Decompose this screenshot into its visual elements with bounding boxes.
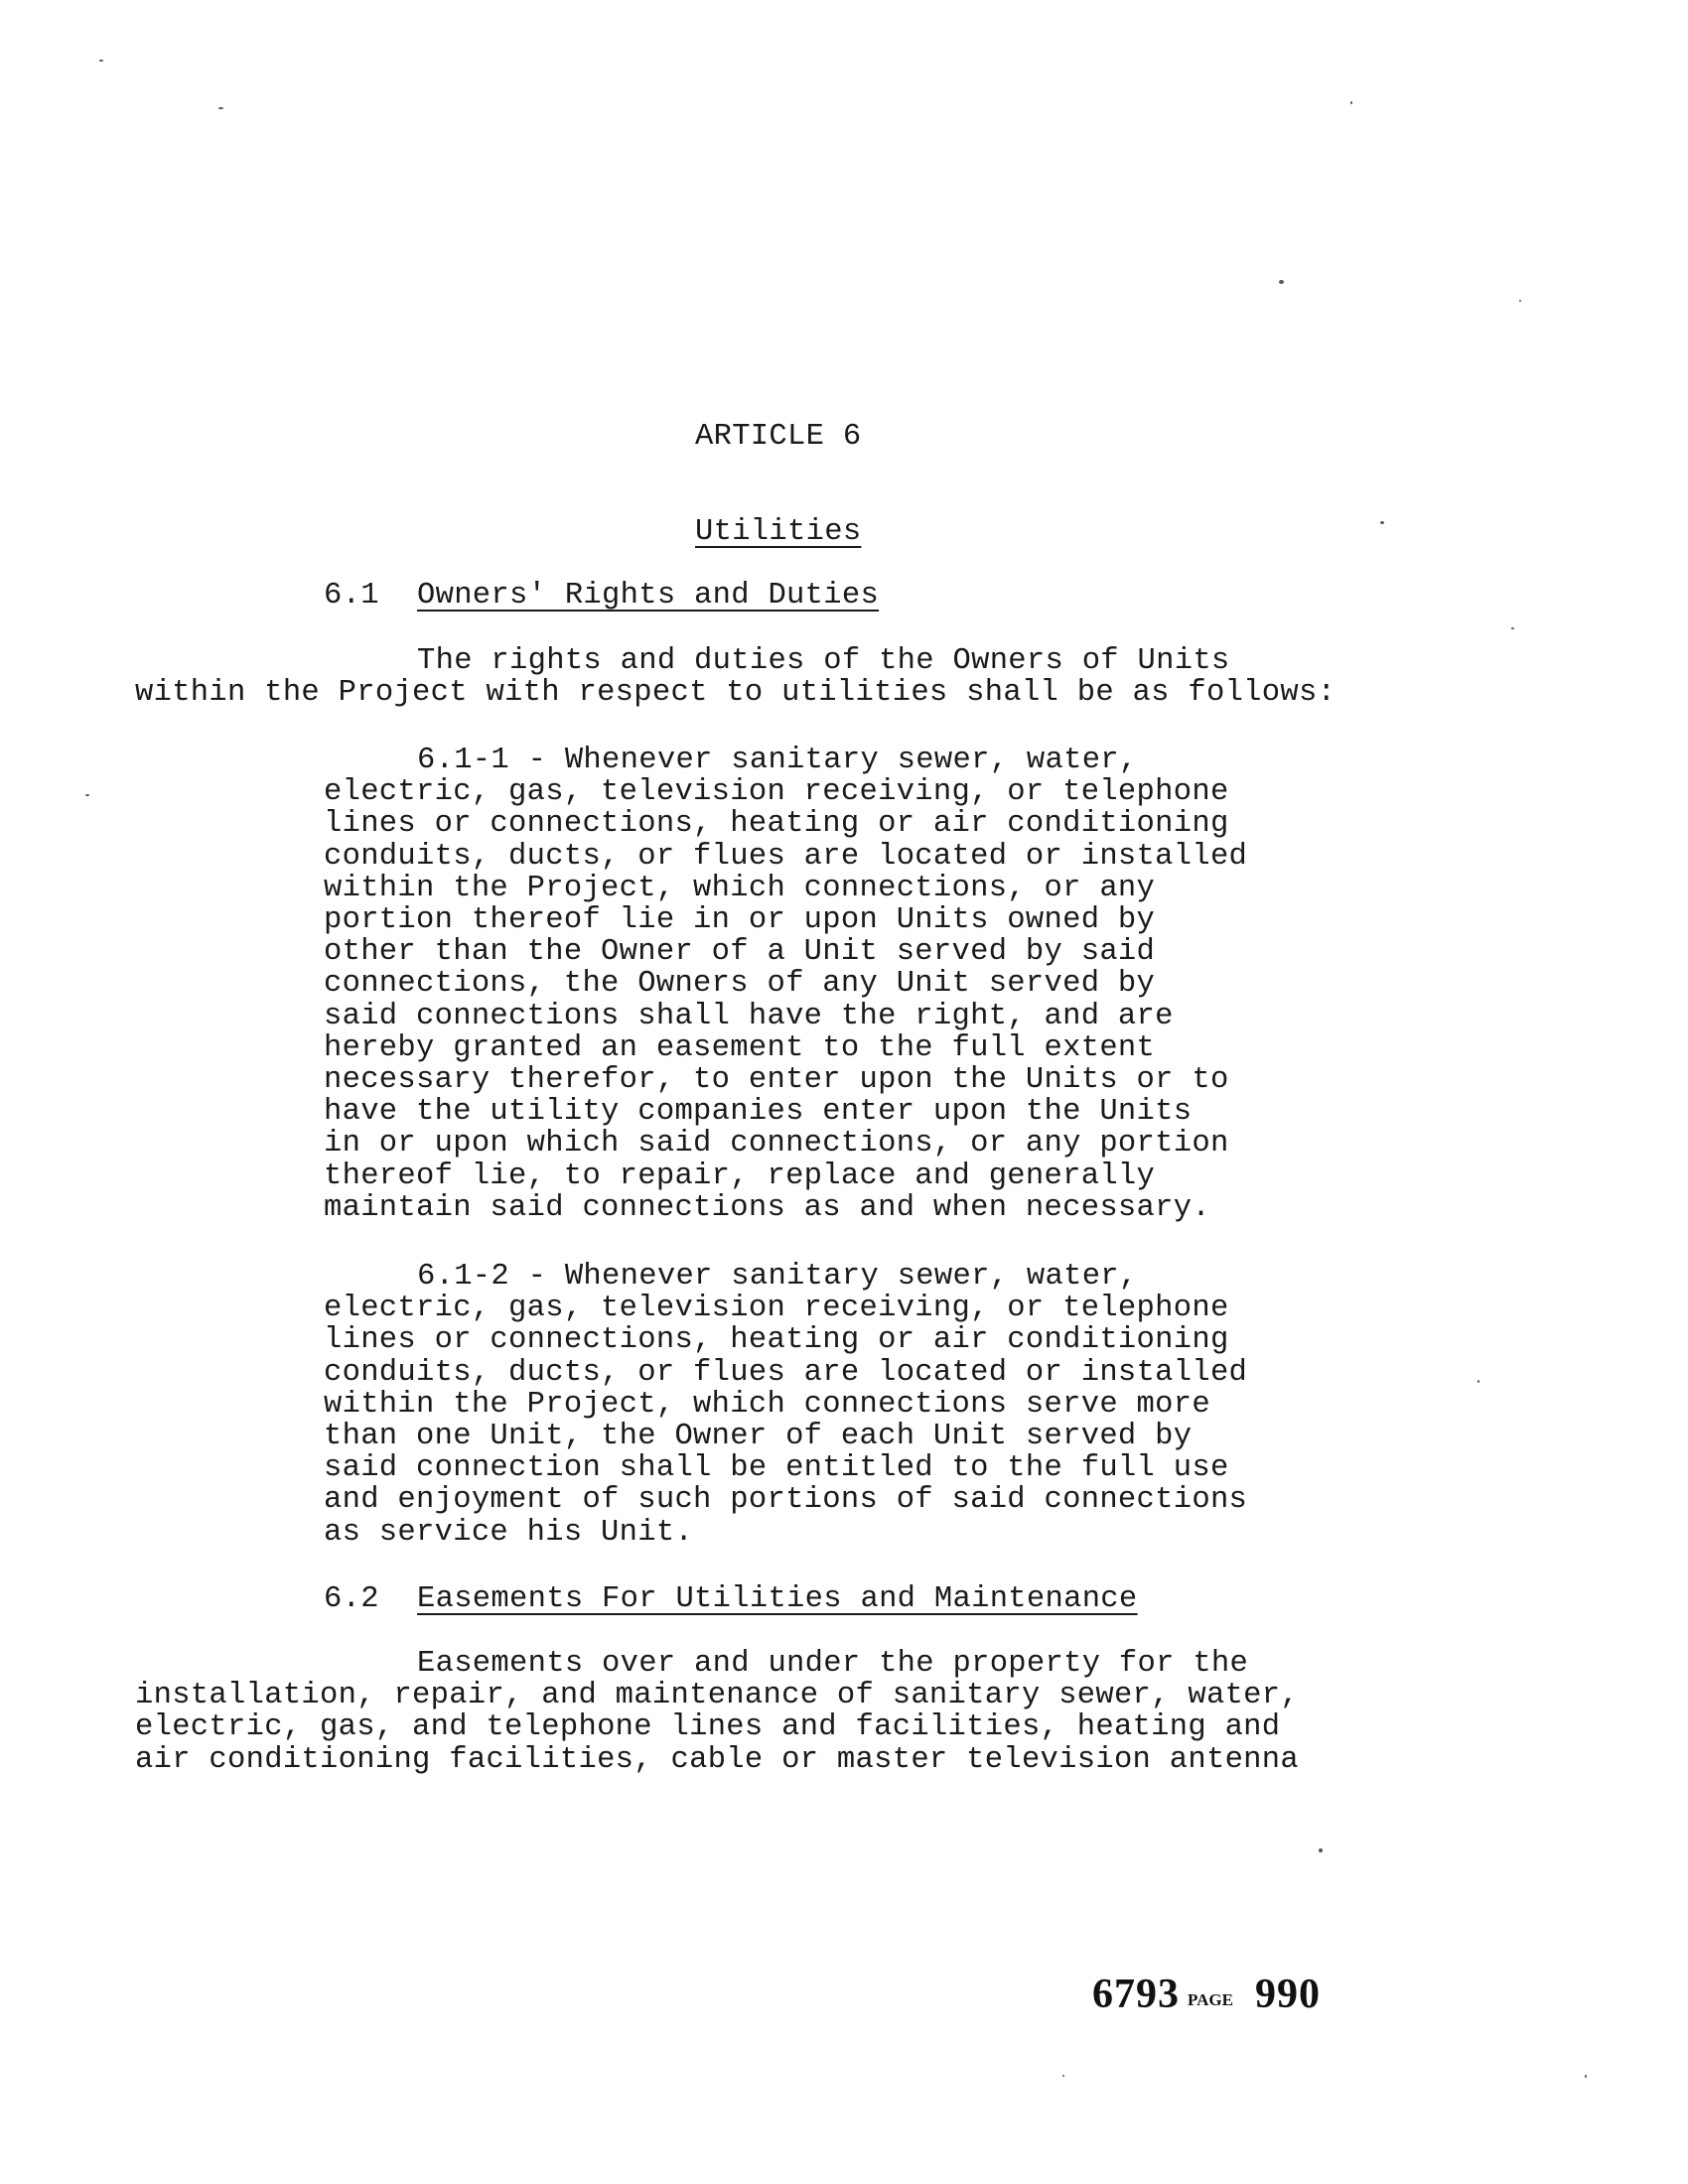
section-6-1-title: Owners' Rights and Duties xyxy=(417,579,880,613)
section-6-2-title: Easements For Utilities and Maintenance xyxy=(417,1582,1138,1616)
scan-speck xyxy=(1585,2075,1587,2078)
section-6-1-intro: The rights and duties of the Owners of Units within the Project with respect to utilities shall be as follows: xyxy=(135,644,1336,711)
scan-speck xyxy=(1511,627,1514,629)
scan-speck xyxy=(218,107,223,109)
scan-speck xyxy=(1350,101,1352,104)
scan-speck xyxy=(1279,280,1284,284)
subsection-6-1-1: 6.1-1 - Whenever sanitary sewer, water, electric, gas, television receiving, or telephone lines or connections, heating or air conditioning conduits, ducts, or flues are located or installed within the Project, which connections, or any portion thereof lie in or upon Units owned by other than the Owner of a Unit served by said connections, the Owners of any Unit served by said connections shall have the right, and are hereby granted an easement to the full extent necessary therefor, to enter upon the Units or to have the utility companies enter upon the Units in or upon which said connections, or any portion thereof lie, to repair, replace and generally maintain said connections as and when necessary. xyxy=(324,744,1248,1225)
section-6-2-number: 6.2 xyxy=(324,1582,379,1616)
recording-stamp xyxy=(1092,1971,1321,2018)
subsection-6-1-2: 6.1-2 - Whenever sanitary sewer, water, electric, gas, television receiving, or telephone lines or connections, heating or air conditioning conduits, ducts, or flues are located or installed within the Project, which connections serve more than one Unit, the Owner of each Unit served by said connection shall be entitled to the full use and enjoyment of such portions of said connections as service his Unit. xyxy=(324,1260,1248,1550)
scan-speck xyxy=(1519,300,1521,302)
scan-speck xyxy=(1319,1848,1323,1852)
article-heading: ARTICLE 6 xyxy=(695,420,862,454)
scan-speck xyxy=(1062,2075,1064,2077)
section-6-1-number: 6.1 xyxy=(324,579,379,613)
article-title: Utilities xyxy=(695,515,862,549)
scan-speck xyxy=(1477,1380,1479,1383)
page-number: 990 xyxy=(1254,1972,1321,2017)
book-number: 6793 xyxy=(1092,1972,1180,2017)
page-label: PAGE xyxy=(1188,1990,1233,2009)
scan-speck xyxy=(1380,521,1384,524)
scan-speck xyxy=(85,794,89,796)
section-6-2-body: Easements over and under the property for the installation, repair, and maintenance of sanitary sewer, water, electric, gas, and telephone lines and facilities, heating and air conditioning facilities, cable or master television antenna xyxy=(135,1647,1299,1777)
scan-speck xyxy=(99,60,103,62)
